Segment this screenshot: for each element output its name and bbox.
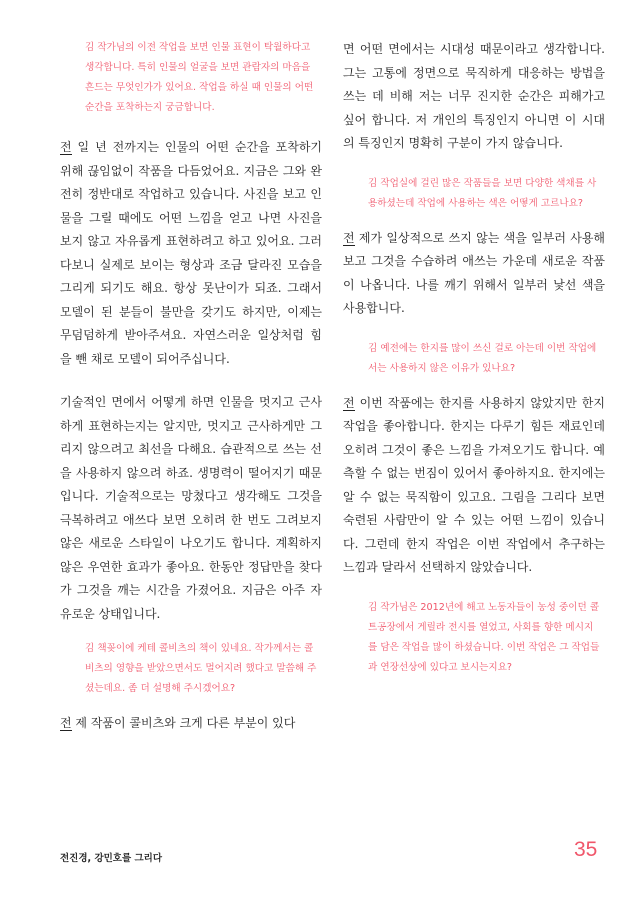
answer-text: 제가 일상적으로 쓰지 않는 색을 일부러 사용해 보고 그것을 수습하려 애쓰는 가운데 새로운 작품이 나옵니다. 나를 깨기 위해서 일부러 낯선 색을 사용합니다. (343, 230, 605, 315)
answer-text: 이번 작품에는 한지를 사용하지 않았지만 한지 작업을 좋아합니다. 한지는 다루기 힘든 재료인데 오히려 그것이 좋은 느낌을 가져오기도 합니다. 예측할 수 없는 번짐이 있어서 좋아하지요. 한지에는 알 수 없는 묵직함이 있고요. 그림을 그리다 보면 숙련된 사람만이 알 수 있는 어떤 느낌이 있습니다. 그런데 한지 작업은 이번 작업에서 추구하는 느낌과 달라서 선택하지 않았습니다. (343, 395, 605, 574)
speaker-label: 전 (343, 395, 355, 410)
interview-answer-continued: 기술적인 면에서 어떻게 하면 인물을 멋지고 근사하게 표현하는지는 알지만, 멋지고 근사하게만 그리지 않으려고 최선을 다해요. 습관적으로 쓰는 선을 사용하지 않으려 하죠. 생명력이 떨어지기 때문입니다. 기술적으로는 망쳤다고 생각해도 그것을 극복하려고 애쓰다 보면 오히려 한 번도 그려보지 않은 새로운 스타일이 나오기도 합니다. 계획하지 않은 우연한 효과가 좋아요. 한동안 정답만을 찾다가 그것을 깨는 시간을 가졌어요. 지금은 아주 자유로운 상태입니다. (60, 395, 322, 621)
interview-question: 김 작가님의 이전 작업을 보면 인물 표현이 탁월하다고 생각합니다. 특히 인물의 얼굴을 보면 관람자의 마음을 흔드는 무엇인가가 있어요. 작업을 하실 때 인물의 어떤 순간을 포착하는지 궁금합니다. (85, 42, 314, 113)
page-number: 35 (574, 838, 598, 861)
interview-answer (60, 136, 322, 371)
right-column (343, 38, 605, 678)
answer-text: 제 작품이 콜비츠와 크게 다른 부분이 있다 (71, 716, 296, 730)
left-column (60, 38, 322, 736)
speaker-label: 전 (60, 716, 72, 730)
interview-question: 김 책꽂이에 케테 콜비츠의 책이 있네요. 작가께서는 콜비츠의 영향을 받았으면서도 멀어지려 했다고 말씀해 주셨는데요. 좀 더 설명해 주시겠어요? (85, 643, 317, 694)
interview-question: 김 작업실에 걸린 많은 작품들을 보면 다양한 색채를 사용하셨는데 작업에 사용하는 색은 어떻게 고르나요? (368, 177, 597, 209)
interview-answer-continued: 면 어떤 면에서는 시대성 때문이라고 생각합니다. 그는 고통에 정면으로 묵직하게 대응하는 방법을 쓰는 데 비해 저는 너무 진지한 순간은 피해가고 싶어 합니다. 저 개인의 특징인지 아니면 이 시대의 특징인지 명확히 구분이 가지 않습니다. (343, 42, 605, 150)
interview-answer (343, 227, 605, 321)
interview-question: 김 예전에는 한지를 많이 쓰신 걸로 아는데 이번 작업에서는 사용하지 않은 이유가 있나요? (368, 342, 597, 374)
interview-question: 김 작가님은 2012년에 해고 노동자들이 농성 중이던 콜트공장에서 게릴라 전시를 열었고, 사회를 향한 메시지를 담은 작업을 많이 하셨습니다. 이번 작업은 그 작업들과 연장선상에 있다고 보시는지요? (368, 601, 600, 673)
speaker-label: 전 (343, 230, 355, 245)
running-footer-title: 전진경, 강민호를 그리다 (60, 853, 162, 864)
interview-answer (343, 392, 605, 580)
answer-text: 일 년 전까지는 인물의 어떤 순간을 포착하기 위해 끊임없이 작품을 다듬었어요. 지금은 그와 완전히 정반대로 작업하고 있습니다. 사진을 보고 인물을 그릴 때에도 어떤 느낌을 얻고 나면 사진을 보지 않고 자유롭게 표현하려고 하고 있어요. 그러다보니 실제로 보이는 형상과 조금 달라진 모습을 그리게 되기도 해요. 항상 못난이가 되죠. 그래서 모델이 된 분들이 불만을 갖기도 하지만, 이제는 무덤덤하게 받아주셔요. 자연스러운 일상처럼 힘을 뺀 채로 모델이 되어주십니다. (60, 140, 322, 366)
interview-answer (60, 712, 322, 736)
speaker-label: 전 (60, 140, 72, 154)
